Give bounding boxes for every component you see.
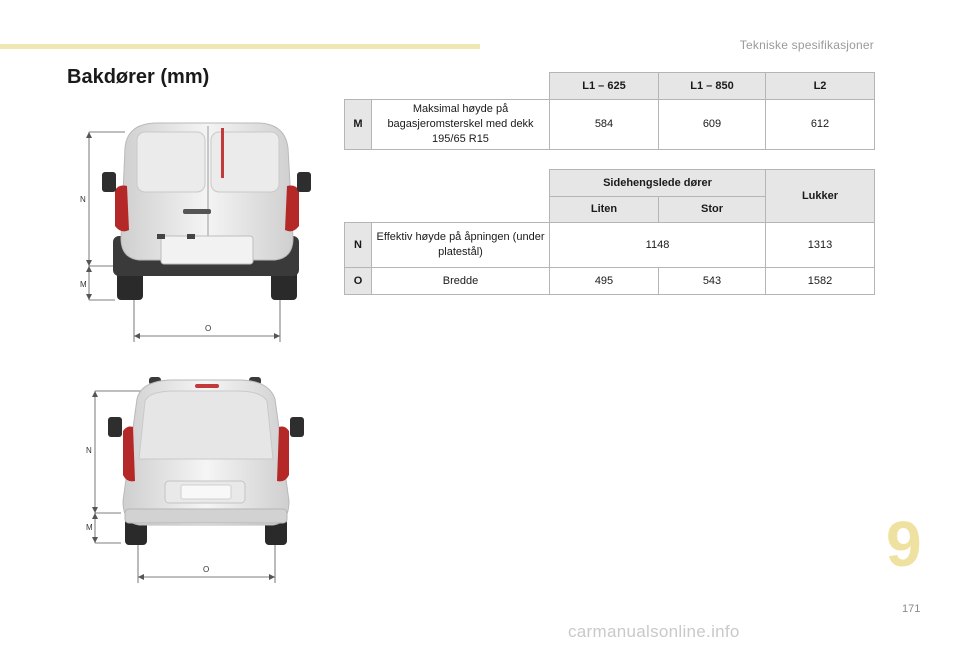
license-plate-area bbox=[161, 236, 253, 264]
value-cell: 1148 bbox=[550, 223, 766, 268]
row-label: Bredde bbox=[372, 268, 550, 295]
label-o: O bbox=[205, 324, 212, 333]
label-o: O bbox=[203, 565, 210, 574]
watermark: carmanualsonline.info bbox=[568, 622, 740, 641]
left-tail-light bbox=[123, 427, 135, 482]
section-header: Tekniske spesifikasjoner bbox=[739, 38, 874, 52]
value-cell: 584 bbox=[550, 100, 659, 150]
label-n: N bbox=[80, 195, 86, 204]
right-mirror bbox=[297, 172, 311, 192]
value-cell: 609 bbox=[659, 100, 766, 150]
row-key: N bbox=[345, 223, 372, 268]
rear-window bbox=[139, 391, 273, 459]
column-header: Stor bbox=[659, 197, 766, 223]
page-title: Bakdører (mm) bbox=[67, 66, 210, 88]
right-tail-light bbox=[277, 427, 289, 482]
left-mirror bbox=[102, 172, 116, 192]
row-label: Maksimal høyde på bagasjeromsterskel med dekk 195/65 R15 bbox=[372, 100, 550, 150]
table-row bbox=[345, 223, 875, 268]
label-n: N bbox=[86, 446, 92, 455]
top-rule bbox=[0, 44, 480, 49]
group-header: Sidehengslede dører bbox=[550, 170, 766, 197]
dimensions-table-threshold bbox=[344, 72, 875, 150]
column-header: L2 bbox=[766, 73, 875, 100]
door-handle bbox=[183, 209, 211, 214]
value-cell: 1582 bbox=[766, 268, 875, 295]
page-number: 171 bbox=[902, 603, 921, 615]
column-header: L1 – 850 bbox=[659, 73, 766, 100]
rear-bumper bbox=[125, 509, 287, 523]
left-mirror bbox=[108, 417, 122, 437]
column-header: L1 – 625 bbox=[550, 73, 659, 100]
row-key: O bbox=[345, 268, 372, 295]
table-row bbox=[345, 100, 875, 150]
right-tail-light bbox=[285, 186, 299, 232]
left-rear-window bbox=[137, 132, 205, 192]
value-cell: 543 bbox=[659, 268, 766, 295]
table-header-row bbox=[345, 73, 875, 100]
row-key: M bbox=[345, 100, 372, 150]
column-header: Lukker bbox=[766, 170, 875, 223]
chapter-number: 9 bbox=[886, 508, 922, 580]
van-rear-tailgate-illustration bbox=[85, 373, 315, 588]
label-m: M bbox=[86, 523, 93, 532]
value-cell: 1313 bbox=[766, 223, 875, 268]
license-plate bbox=[181, 485, 231, 499]
dimensions-table-opening bbox=[344, 169, 875, 295]
third-brake-light bbox=[221, 128, 224, 178]
table-header-row bbox=[345, 170, 875, 197]
value-cell: 612 bbox=[766, 100, 875, 150]
right-mirror bbox=[290, 417, 304, 437]
label-m: M bbox=[80, 280, 87, 289]
table-row bbox=[345, 268, 875, 295]
value-cell: 495 bbox=[550, 268, 659, 295]
van-rear-split-doors-illustration bbox=[75, 118, 325, 348]
column-header: Liten bbox=[550, 197, 659, 223]
row-label: Effektiv høyde på åpningen (under platestål) bbox=[372, 223, 550, 268]
left-tail-light bbox=[115, 186, 129, 232]
third-brake-light bbox=[195, 384, 219, 388]
